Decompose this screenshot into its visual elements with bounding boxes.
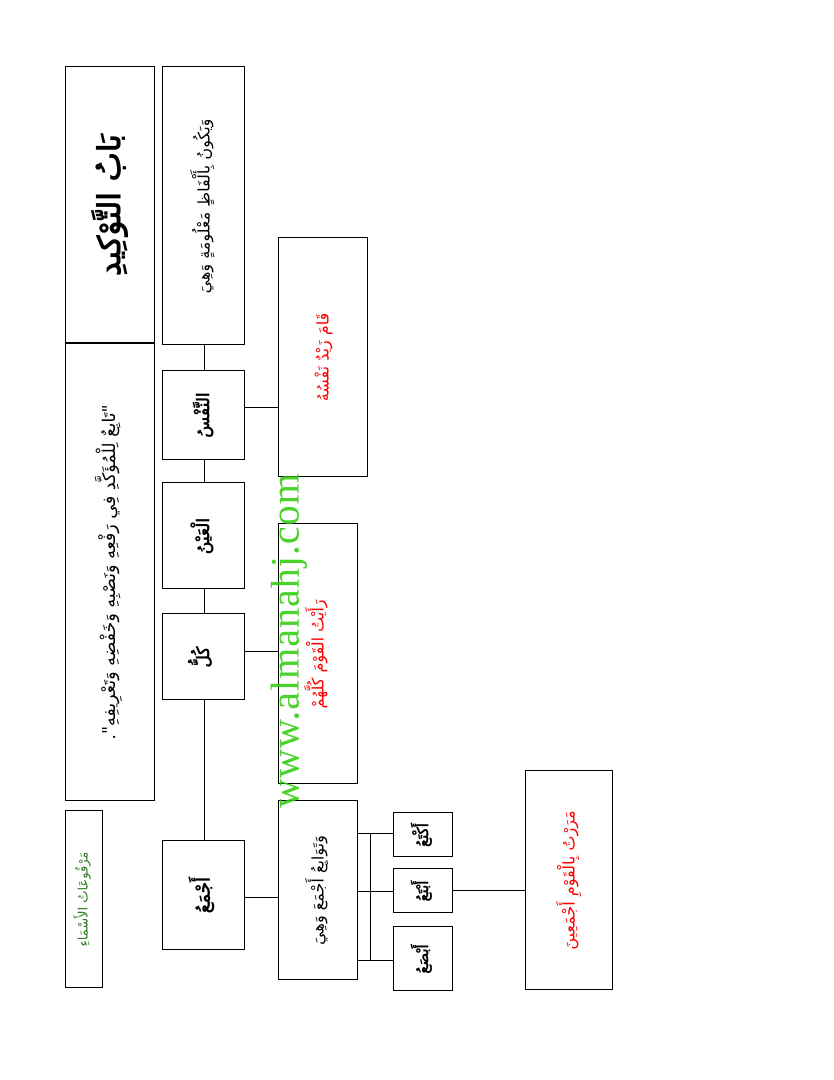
word-ayn-box bbox=[162, 482, 245, 589]
connector-follower-abtau bbox=[358, 891, 393, 892]
follower-abtau-box bbox=[393, 868, 453, 913]
title-box bbox=[65, 66, 155, 343]
example-nafs-box bbox=[278, 237, 368, 477]
page-title: بَابُ التَّوْكِيدِ bbox=[92, 133, 128, 276]
definition-text: "تَابِعٌ لِلْمُؤَكَّدِ فِي رَفْعِهِ وَنَصْبِهِ وَخَفْضِهِ وَتَعْرِيفِهِ". bbox=[100, 404, 120, 740]
example-ajmau-text: مَرَرْتُ بِالْقَوْمِ أَجْمَعِينَ bbox=[559, 810, 579, 950]
connector-follower-absau bbox=[358, 960, 393, 961]
followers-label: وَتَوَابِعُ أَجْمَعَ وَهِيَ bbox=[308, 835, 328, 945]
followers-label-box bbox=[278, 800, 358, 980]
example-nafs-text: قَامَ زَيْدٌ نَفْسُهُ bbox=[313, 312, 333, 402]
word-nafs-box bbox=[162, 370, 245, 460]
connector-ajmau-followers bbox=[245, 897, 278, 898]
follower-absau-box bbox=[393, 926, 453, 991]
word-kull-box bbox=[162, 613, 245, 700]
word-ajmau: أَجْمَعُ bbox=[193, 876, 214, 914]
definition-box bbox=[65, 343, 155, 801]
follower-abtau: أَبْتَعُ bbox=[414, 880, 432, 901]
connector-followers-bracket bbox=[370, 833, 371, 961]
follower-aktau: أَكْتَعُ bbox=[414, 822, 432, 847]
example-ajmau-box bbox=[525, 770, 613, 990]
connector-follower-aktau bbox=[358, 833, 393, 834]
word-ayn: الْعَيْنُ bbox=[193, 517, 214, 554]
word-kull: كُلُّ bbox=[193, 646, 214, 667]
follower-absau: أَبْصَعُ bbox=[414, 943, 432, 974]
connector-followers-example bbox=[453, 890, 525, 891]
word-nafs: النَّفْسُ bbox=[193, 392, 214, 438]
follower-aktau-box bbox=[393, 812, 453, 857]
category-label: مَرْفُوعَاتُ الأَسْمَاءِ bbox=[76, 851, 92, 947]
connector-intro-to-words bbox=[204, 345, 205, 370]
category-box bbox=[65, 810, 103, 988]
watermark: www.almanahj.com bbox=[262, 472, 308, 808]
intro-text: وَيَكُونُ بِأَلْفَاظٍ مَعْلُومَةٍ وَهِيَ bbox=[194, 118, 213, 293]
word-ajmau-box bbox=[162, 840, 245, 950]
intro-box bbox=[162, 66, 245, 345]
connector-nafs-example bbox=[245, 407, 278, 408]
example-kull-text: رَأَيْتُ الْقَوْمَ كُلَّهُمْ bbox=[308, 598, 328, 709]
